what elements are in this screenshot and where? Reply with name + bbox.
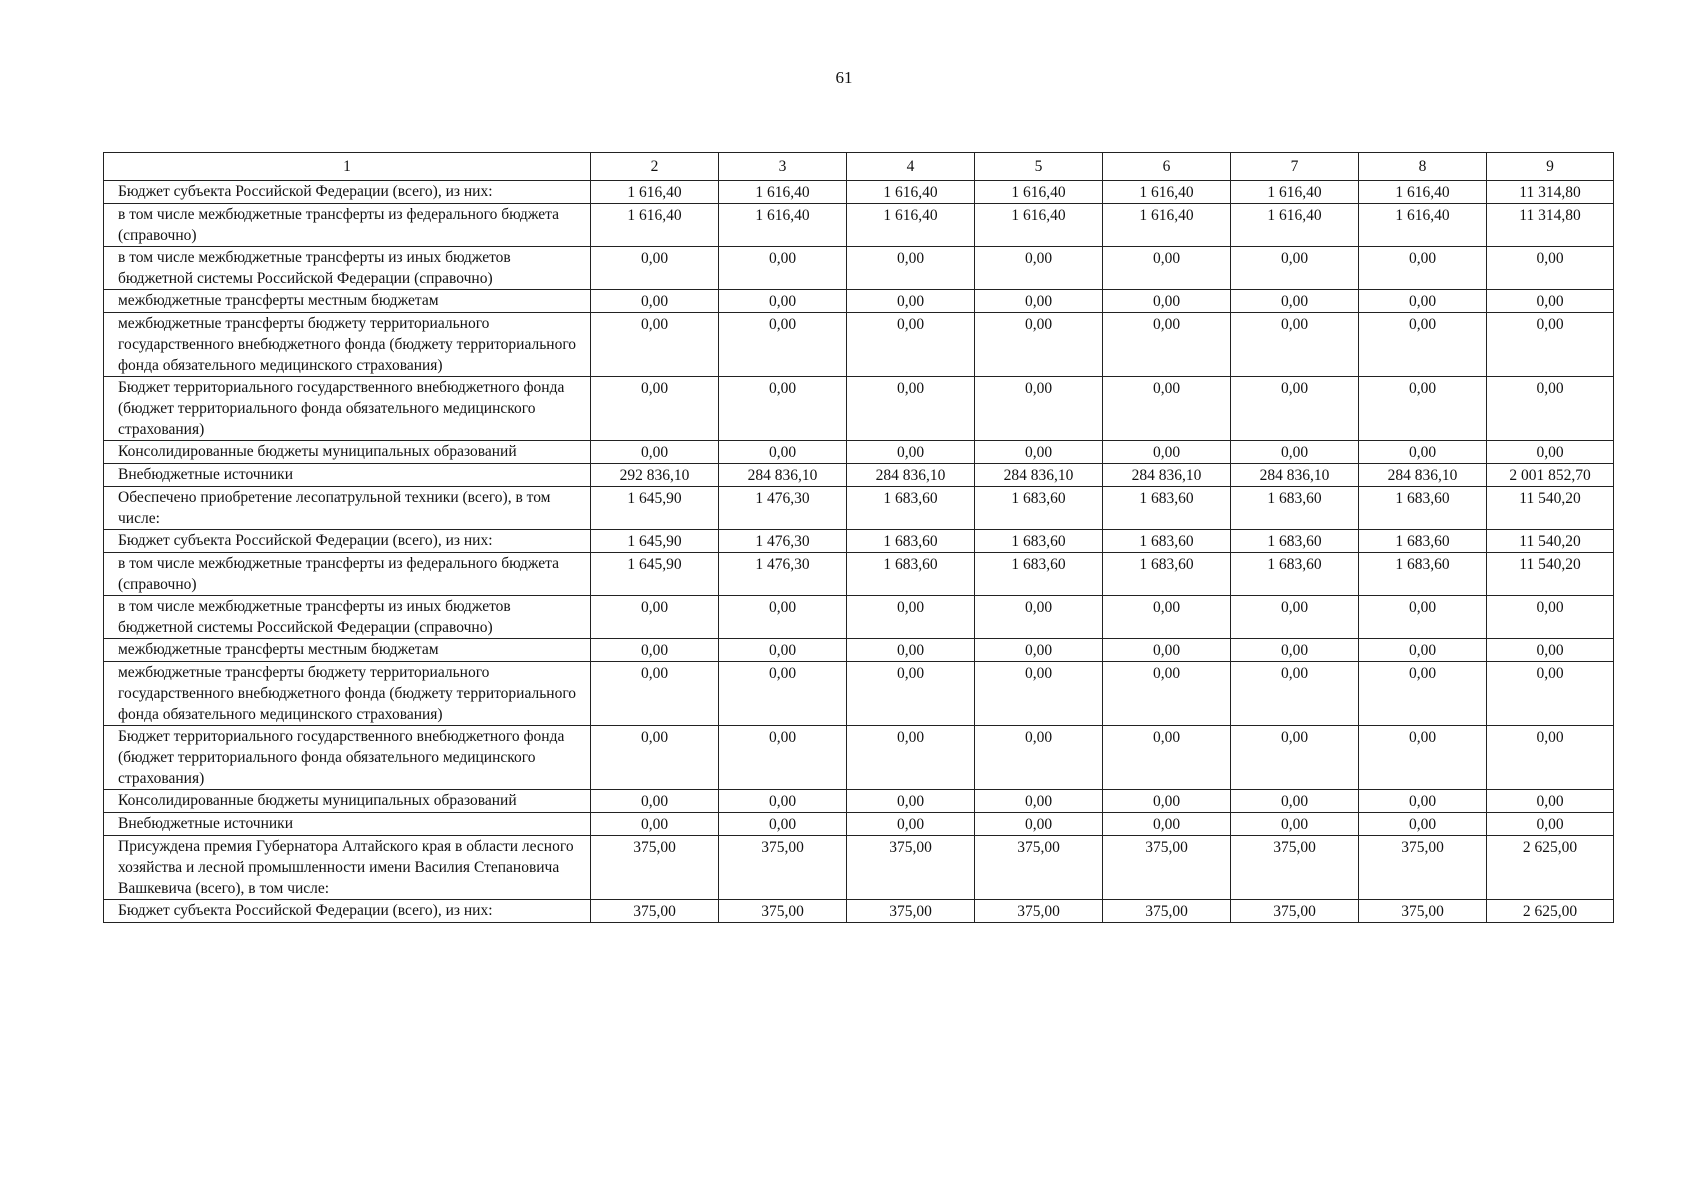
value-cell: 0,00 — [975, 441, 1103, 464]
value-cell: 0,00 — [719, 377, 847, 441]
row-label: в том числе межбюджетные трансферты из федерального бюджета (справочно) — [104, 204, 591, 247]
table-row — [104, 204, 1614, 247]
value-cell: 0,00 — [1103, 726, 1231, 790]
table-row — [104, 377, 1614, 441]
value-cell: 1 683,60 — [975, 487, 1103, 530]
value-cell: 0,00 — [1231, 813, 1359, 836]
value-cell: 0,00 — [1487, 813, 1614, 836]
value-cell: 0,00 — [719, 247, 847, 290]
value-cell: 375,00 — [1359, 900, 1487, 923]
value-cell: 0,00 — [1359, 639, 1487, 662]
column-header: 5 — [975, 153, 1103, 181]
value-cell: 1 683,60 — [1103, 487, 1231, 530]
value-cell: 0,00 — [1231, 726, 1359, 790]
value-cell: 375,00 — [847, 900, 975, 923]
value-cell: 0,00 — [1487, 662, 1614, 726]
table-row — [104, 790, 1614, 813]
value-cell: 0,00 — [1359, 247, 1487, 290]
value-cell: 0,00 — [1359, 313, 1487, 377]
value-cell: 1 616,40 — [975, 204, 1103, 247]
value-cell: 1 683,60 — [1359, 530, 1487, 553]
table-row — [104, 530, 1614, 553]
value-cell: 1 683,60 — [1103, 530, 1231, 553]
value-cell: 1 683,60 — [1231, 530, 1359, 553]
value-cell: 284 836,10 — [1103, 464, 1231, 487]
value-cell: 0,00 — [1359, 790, 1487, 813]
value-cell: 0,00 — [1359, 662, 1487, 726]
value-cell: 1 645,90 — [591, 487, 719, 530]
column-header: 3 — [719, 153, 847, 181]
row-label: в том числе межбюджетные трансферты из иных бюджетов бюджетной системы Российской Федерации (справочно) — [104, 247, 591, 290]
value-cell: 11 540,20 — [1487, 530, 1614, 553]
value-cell: 0,00 — [975, 813, 1103, 836]
value-cell: 0,00 — [1359, 441, 1487, 464]
value-cell: 1 683,60 — [975, 553, 1103, 596]
value-cell: 375,00 — [1103, 836, 1231, 900]
column-header: 9 — [1487, 153, 1614, 181]
table-row — [104, 553, 1614, 596]
value-cell: 0,00 — [975, 596, 1103, 639]
value-cell: 0,00 — [719, 313, 847, 377]
row-label: Бюджет субъекта Российской Федерации (всего), из них: — [104, 900, 591, 923]
row-label: в том числе межбюджетные трансферты из федерального бюджета (справочно) — [104, 553, 591, 596]
value-cell: 11 314,80 — [1487, 181, 1614, 204]
value-cell: 0,00 — [1103, 596, 1231, 639]
value-cell: 0,00 — [1487, 790, 1614, 813]
table-row — [104, 596, 1614, 639]
value-cell: 0,00 — [1231, 790, 1359, 813]
table-row — [104, 900, 1614, 923]
value-cell: 0,00 — [1103, 441, 1231, 464]
value-cell: 375,00 — [847, 836, 975, 900]
row-label: Консолидированные бюджеты муниципальных образований — [104, 441, 591, 464]
value-cell: 1 683,60 — [1231, 553, 1359, 596]
value-cell: 1 683,60 — [1231, 487, 1359, 530]
budget-table — [103, 152, 1614, 923]
value-cell: 0,00 — [1487, 247, 1614, 290]
row-label: Обеспечено приобретение лесопатрульной техники (всего), в том числе: — [104, 487, 591, 530]
row-label: межбюджетные трансферты бюджету территориального государственного внебюджетного фонда (бюджету территориального фонда обязательного медицинского страхования) — [104, 662, 591, 726]
value-cell: 0,00 — [847, 596, 975, 639]
value-cell: 1 616,40 — [1103, 181, 1231, 204]
value-cell: 1 683,60 — [847, 530, 975, 553]
value-cell: 0,00 — [591, 639, 719, 662]
value-cell: 0,00 — [1359, 726, 1487, 790]
page-number: 61 — [835, 68, 853, 87]
value-cell: 0,00 — [975, 790, 1103, 813]
value-cell: 1 616,40 — [591, 204, 719, 247]
value-cell: 0,00 — [1103, 377, 1231, 441]
table-row — [104, 813, 1614, 836]
value-cell: 2 625,00 — [1487, 900, 1614, 923]
value-cell: 0,00 — [847, 441, 975, 464]
value-cell: 0,00 — [1103, 662, 1231, 726]
table-row — [104, 662, 1614, 726]
row-label: Внебюджетные источники — [104, 464, 591, 487]
value-cell: 0,00 — [847, 313, 975, 377]
value-cell: 0,00 — [1487, 596, 1614, 639]
value-cell: 0,00 — [591, 596, 719, 639]
value-cell: 0,00 — [1487, 639, 1614, 662]
value-cell: 11 540,20 — [1487, 487, 1614, 530]
value-cell: 11 540,20 — [1487, 553, 1614, 596]
row-label: Бюджет субъекта Российской Федерации (всего), из них: — [104, 530, 591, 553]
value-cell: 0,00 — [719, 290, 847, 313]
table-row — [104, 836, 1614, 900]
row-label: межбюджетные трансферты местным бюджетам — [104, 639, 591, 662]
value-cell: 375,00 — [1231, 900, 1359, 923]
value-cell: 1 616,40 — [719, 204, 847, 247]
value-cell: 0,00 — [591, 290, 719, 313]
value-cell: 1 616,40 — [975, 181, 1103, 204]
value-cell: 1 683,60 — [1103, 553, 1231, 596]
value-cell: 292 836,10 — [591, 464, 719, 487]
value-cell: 0,00 — [847, 662, 975, 726]
table-body — [104, 181, 1614, 923]
value-cell: 0,00 — [719, 441, 847, 464]
value-cell: 1 616,40 — [1359, 204, 1487, 247]
value-cell: 1 683,60 — [847, 487, 975, 530]
column-header: 6 — [1103, 153, 1231, 181]
column-header: 4 — [847, 153, 975, 181]
table-row — [104, 464, 1614, 487]
value-cell: 1 616,40 — [1359, 181, 1487, 204]
row-label: межбюджетные трансферты бюджету территориального государственного внебюджетного фонда (бюджету территориального фонда обязательного медицинского страхования) — [104, 313, 591, 377]
row-label: Бюджет территориального государственного внебюджетного фонда (бюджет территориального фонда обязательного медицинского страхования) — [104, 726, 591, 790]
value-cell: 0,00 — [1231, 247, 1359, 290]
value-cell: 0,00 — [975, 662, 1103, 726]
value-cell: 375,00 — [1359, 836, 1487, 900]
value-cell: 0,00 — [1359, 290, 1487, 313]
row-label: межбюджетные трансферты местным бюджетам — [104, 290, 591, 313]
value-cell: 0,00 — [1359, 596, 1487, 639]
value-cell: 375,00 — [719, 900, 847, 923]
table-row — [104, 290, 1614, 313]
value-cell: 1 616,40 — [591, 181, 719, 204]
value-cell: 0,00 — [719, 790, 847, 813]
value-cell: 0,00 — [847, 290, 975, 313]
value-cell: 0,00 — [591, 377, 719, 441]
value-cell: 0,00 — [591, 790, 719, 813]
value-cell: 1 616,40 — [1231, 181, 1359, 204]
value-cell: 0,00 — [1103, 247, 1231, 290]
value-cell: 0,00 — [847, 726, 975, 790]
value-cell: 0,00 — [591, 313, 719, 377]
value-cell: 0,00 — [1359, 813, 1487, 836]
value-cell: 0,00 — [1103, 813, 1231, 836]
value-cell: 0,00 — [975, 247, 1103, 290]
value-cell: 0,00 — [591, 813, 719, 836]
value-cell: 0,00 — [847, 813, 975, 836]
value-cell: 375,00 — [975, 900, 1103, 923]
value-cell: 284 836,10 — [1359, 464, 1487, 487]
value-cell: 0,00 — [1487, 726, 1614, 790]
value-cell: 0,00 — [1103, 790, 1231, 813]
value-cell: 0,00 — [719, 596, 847, 639]
value-cell: 0,00 — [1231, 662, 1359, 726]
value-cell: 1 683,60 — [975, 530, 1103, 553]
table-row — [104, 639, 1614, 662]
value-cell: 0,00 — [847, 247, 975, 290]
column-header: 7 — [1231, 153, 1359, 181]
value-cell: 1 616,40 — [847, 204, 975, 247]
table-row — [104, 487, 1614, 530]
table-row — [104, 441, 1614, 464]
value-cell: 1 683,60 — [1359, 553, 1487, 596]
value-cell: 0,00 — [847, 790, 975, 813]
table-row — [104, 247, 1614, 290]
row-label: Внебюджетные источники — [104, 813, 591, 836]
value-cell: 375,00 — [719, 836, 847, 900]
value-cell: 284 836,10 — [719, 464, 847, 487]
value-cell: 0,00 — [975, 639, 1103, 662]
value-cell: 0,00 — [1487, 290, 1614, 313]
value-cell: 0,00 — [591, 441, 719, 464]
value-cell: 1 645,90 — [591, 530, 719, 553]
value-cell: 0,00 — [719, 726, 847, 790]
value-cell: 1 616,40 — [1231, 204, 1359, 247]
column-header: 8 — [1359, 153, 1487, 181]
value-cell: 375,00 — [1103, 900, 1231, 923]
value-cell: 0,00 — [847, 639, 975, 662]
value-cell: 0,00 — [1231, 596, 1359, 639]
value-cell: 284 836,10 — [1231, 464, 1359, 487]
value-cell: 1 476,30 — [719, 530, 847, 553]
value-cell: 1 616,40 — [719, 181, 847, 204]
row-label: Присуждена премия Губернатора Алтайского края в области лесного хозяйства и лесной промышленности имени Василия Степановича Вашкевича (всего), в том числе: — [104, 836, 591, 900]
value-cell: 1 616,40 — [847, 181, 975, 204]
value-cell: 0,00 — [591, 247, 719, 290]
value-cell: 1 476,30 — [719, 487, 847, 530]
value-cell: 0,00 — [975, 377, 1103, 441]
value-cell: 375,00 — [975, 836, 1103, 900]
column-header: 2 — [591, 153, 719, 181]
value-cell: 284 836,10 — [847, 464, 975, 487]
value-cell: 0,00 — [1487, 313, 1614, 377]
value-cell: 0,00 — [719, 813, 847, 836]
value-cell: 1 616,40 — [1103, 204, 1231, 247]
value-cell: 0,00 — [1231, 313, 1359, 377]
row-label: в том числе межбюджетные трансферты из иных бюджетов бюджетной системы Российской Федерации (справочно) — [104, 596, 591, 639]
value-cell: 0,00 — [1103, 639, 1231, 662]
value-cell: 1 683,60 — [1359, 487, 1487, 530]
table-row — [104, 313, 1614, 377]
value-cell: 0,00 — [1231, 441, 1359, 464]
value-cell: 0,00 — [975, 726, 1103, 790]
header-row — [104, 153, 1614, 181]
value-cell: 0,00 — [719, 639, 847, 662]
value-cell: 0,00 — [1103, 290, 1231, 313]
value-cell: 0,00 — [847, 377, 975, 441]
value-cell: 0,00 — [1487, 441, 1614, 464]
value-cell: 0,00 — [591, 726, 719, 790]
value-cell: 1 476,30 — [719, 553, 847, 596]
value-cell: 11 314,80 — [1487, 204, 1614, 247]
value-cell: 2 001 852,70 — [1487, 464, 1614, 487]
value-cell: 0,00 — [1359, 377, 1487, 441]
value-cell: 0,00 — [1103, 313, 1231, 377]
value-cell: 0,00 — [1231, 377, 1359, 441]
row-label: Бюджет субъекта Российской Федерации (всего), из них: — [104, 181, 591, 204]
value-cell: 0,00 — [1231, 639, 1359, 662]
table-row — [104, 726, 1614, 790]
value-cell: 375,00 — [1231, 836, 1359, 900]
value-cell: 0,00 — [719, 662, 847, 726]
value-cell: 0,00 — [1487, 377, 1614, 441]
value-cell: 375,00 — [591, 900, 719, 923]
value-cell: 375,00 — [591, 836, 719, 900]
value-cell: 1 683,60 — [847, 553, 975, 596]
value-cell: 284 836,10 — [975, 464, 1103, 487]
column-header: 1 — [104, 153, 591, 181]
row-label: Консолидированные бюджеты муниципальных образований — [104, 790, 591, 813]
table-row — [104, 181, 1614, 204]
value-cell: 0,00 — [975, 313, 1103, 377]
value-cell: 0,00 — [591, 662, 719, 726]
row-label: Бюджет территориального государственного внебюджетного фонда (бюджет территориального фонда обязательного медицинского страхования) — [104, 377, 591, 441]
value-cell: 0,00 — [975, 290, 1103, 313]
value-cell: 1 645,90 — [591, 553, 719, 596]
value-cell: 2 625,00 — [1487, 836, 1614, 900]
value-cell: 0,00 — [1231, 290, 1359, 313]
